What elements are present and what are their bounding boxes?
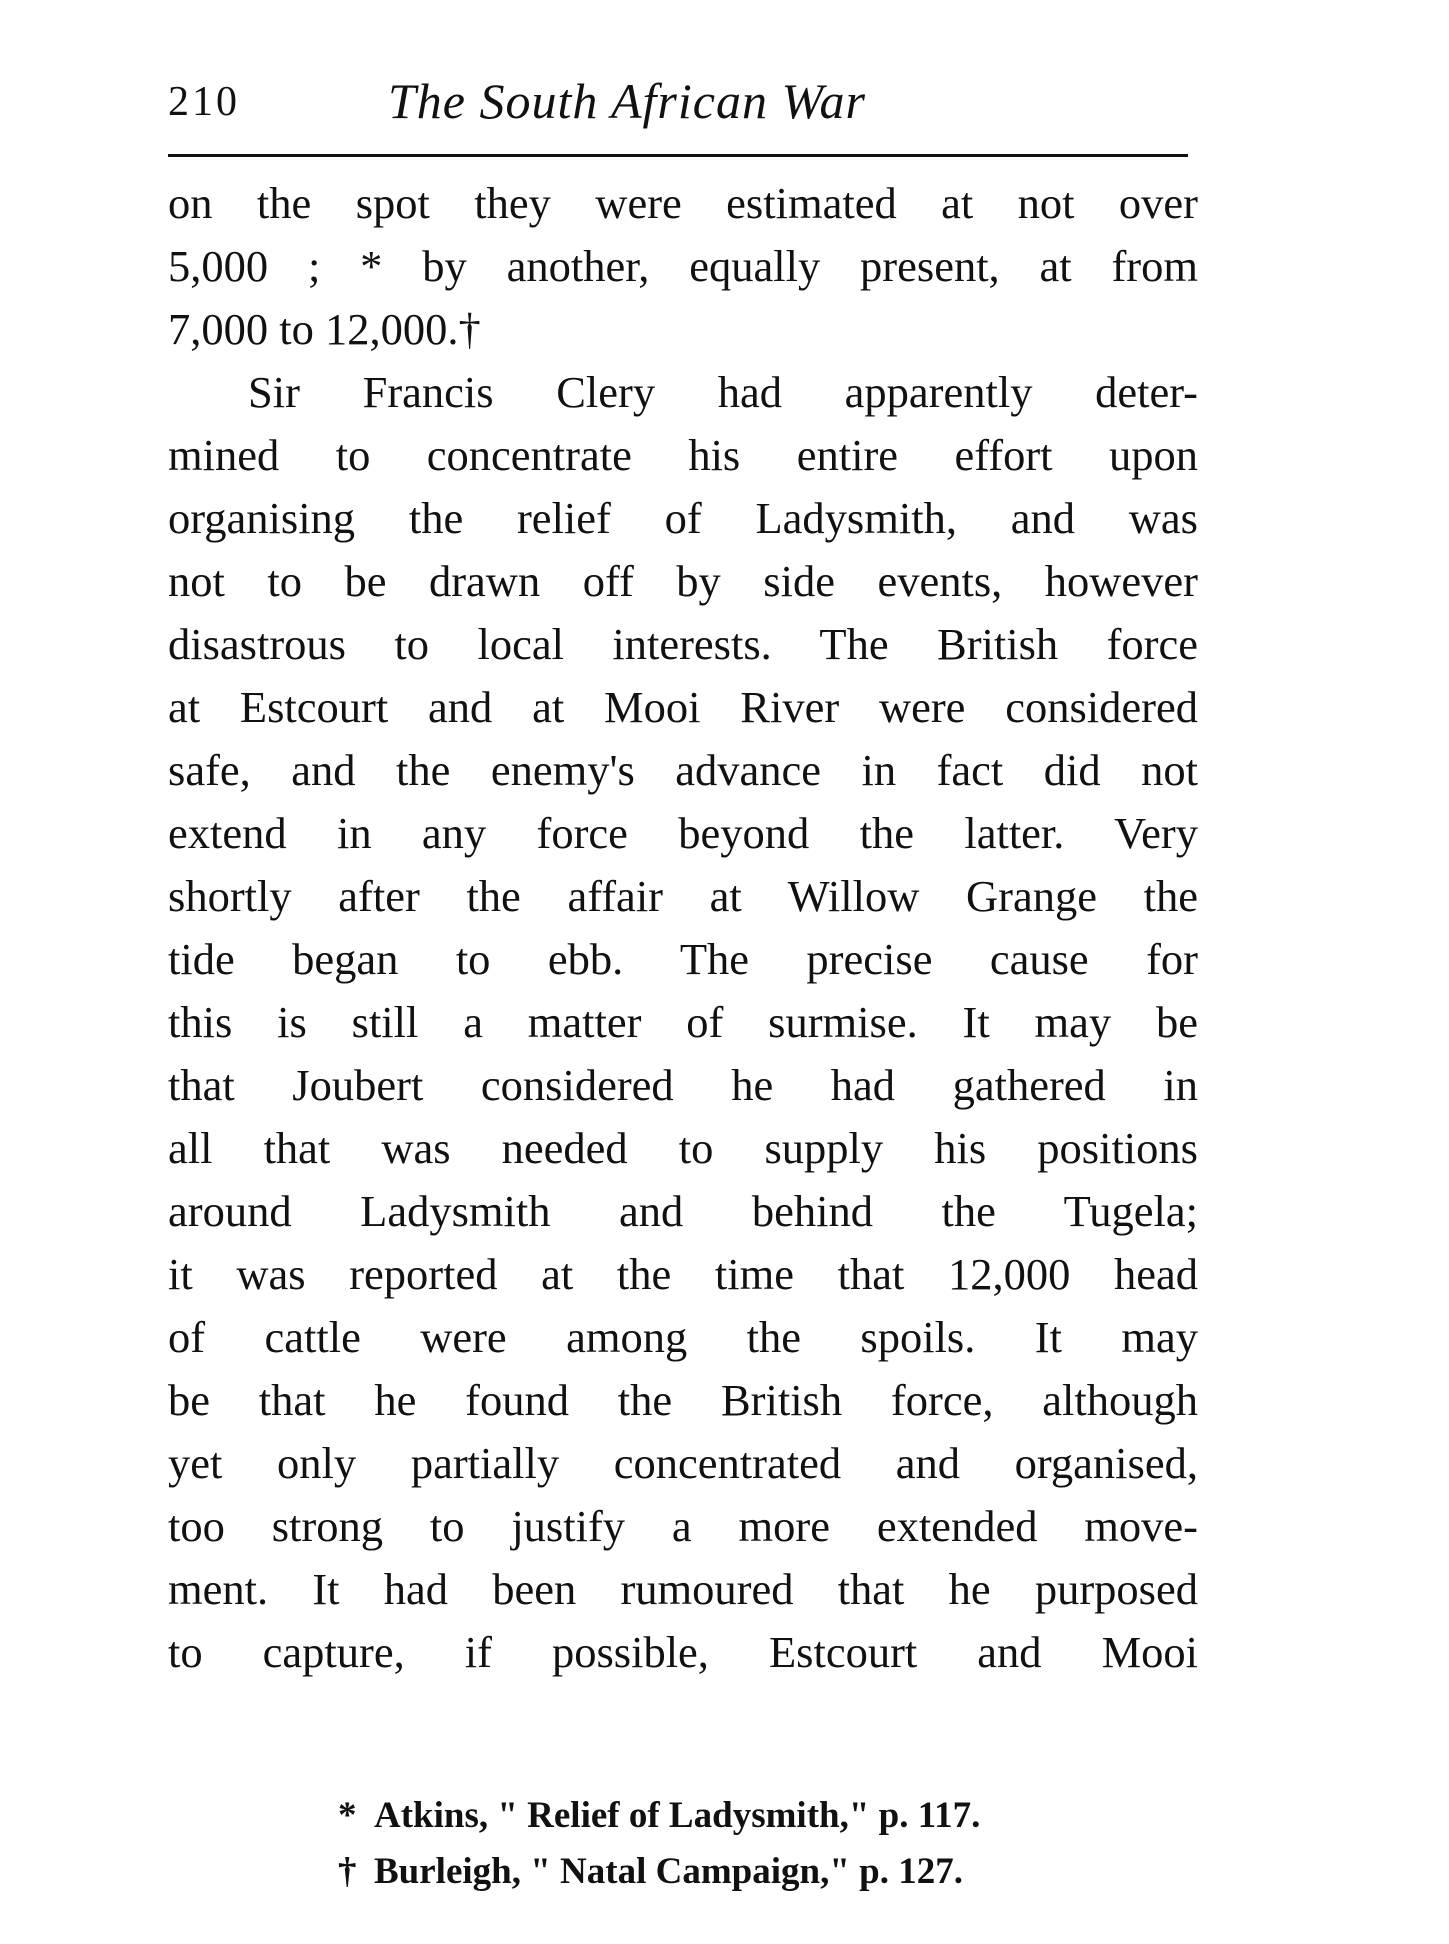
text-line: that Joubert considered he had gathered in — [168, 1060, 1198, 1110]
text-line: mined to concentrate his entire effort upon — [168, 430, 1198, 480]
text-line: of cattle were among the spoils. It may — [168, 1312, 1198, 1362]
text-line: be that he found the British force, although — [168, 1375, 1198, 1425]
text-line: at Estcourt and at Mooi River were considered — [168, 682, 1198, 732]
footnote — [338, 1844, 1098, 1900]
text-line: safe, and the enemy's advance in fact did not — [168, 745, 1198, 795]
text-line: it was reported at the time that 12,000 head — [168, 1249, 1198, 1299]
text-line: ment. It had been rumoured that he purposed — [168, 1564, 1198, 1614]
text-line: shortly after the affair at Willow Grange the — [168, 871, 1198, 921]
running-head — [168, 72, 1188, 142]
header-rule — [168, 154, 1188, 157]
footnote — [338, 1788, 1098, 1844]
text-line: disastrous to local interests. The British force — [168, 619, 1198, 669]
text-line: yet only partially concentrated and organised, — [168, 1438, 1198, 1488]
running-title: The South African War — [388, 73, 866, 129]
footnote-text: Atkins, " Relief of Ladysmith," p. 117. — [374, 1795, 981, 1836]
text-line: extend in any force beyond the latter. Very — [168, 808, 1198, 858]
text-line: organising the relief of Ladysmith, and was — [168, 493, 1198, 543]
text-line: 7,000 to 12,000.† — [168, 304, 481, 354]
text-line: too strong to justify a more extended move- — [168, 1501, 1198, 1551]
body-text — [168, 172, 1198, 1684]
page-number: 210 — [168, 79, 240, 125]
text-line: tide began to ebb. The precise cause for — [168, 934, 1198, 984]
footnotes — [338, 1788, 1098, 1900]
text-line: all that was needed to supply his positions — [168, 1123, 1198, 1173]
footnote-text: Burleigh, " Natal Campaign," p. 127. — [374, 1851, 963, 1892]
text-line: on the spot they were estimated at not over — [168, 178, 1198, 228]
text-line: not to be drawn off by side events, however — [168, 556, 1198, 606]
footnote-mark: † — [338, 1851, 357, 1892]
text-line: around Ladysmith and behind the Tugela; — [168, 1186, 1198, 1236]
text-line: this is still a matter of surmise. It may be — [168, 997, 1198, 1047]
text-line: to capture, if possible, Estcourt and Mooi — [168, 1627, 1198, 1677]
text-line: 5,000 ; * by another, equally present, at from — [168, 241, 1198, 291]
paragraph-first-line: Sir Francis Clery had apparently deter- — [248, 367, 1198, 417]
footnote-mark: * — [338, 1795, 357, 1836]
